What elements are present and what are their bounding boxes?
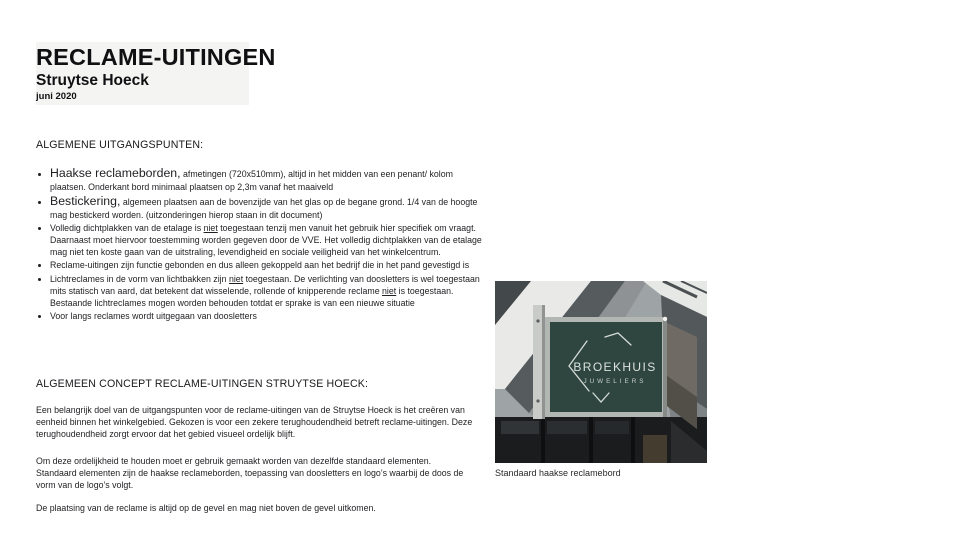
page-date: juni 2020 bbox=[36, 91, 77, 102]
bullet-text: Volledig dichtplakken van de etalage is bbox=[50, 223, 204, 234]
bullet-text: afmetingen (720x510mm), altijd in het midden van een penant/ kolom plaatsen. Onderkant bord minimaal plaatsen op 2,3m vanaf het maaiveld bbox=[50, 169, 453, 192]
uitgangspunten-list bbox=[36, 166, 488, 323]
sign-brand-text: BROEKHUIS bbox=[573, 360, 657, 374]
list-item bbox=[50, 194, 488, 221]
list-item bbox=[50, 259, 488, 271]
section-heading-algemeen-concept: ALGEMEEN CONCEPT RECLAME-UITINGEN STRUYTSE HOECK: bbox=[36, 378, 369, 390]
bullet-text: Voor langs reclames wordt uitgegaan van doosletters bbox=[50, 310, 257, 321]
sign-subtitle-text: JUWELIERS bbox=[583, 378, 647, 385]
underlined-word: niet bbox=[203, 223, 218, 234]
figure-caption: Standaard haakse reclamebord bbox=[495, 468, 621, 478]
concept-paragraph-3: De plaatsing van de reclame is altijd op de gevel en mag niet boven de gevel uitkomen. bbox=[36, 503, 376, 513]
bullet-text: Reclame-uitingen zijn functie gebonden en dus alleen gekoppeld aan het bedrijf die in het pand gevestigd is bbox=[50, 260, 470, 271]
sign-photo bbox=[495, 281, 707, 463]
bullet-text: algemeen plaatsen aan de bovenzijde van het glas op de begane grond. 1/4 van de hoogte mag bestickerd worden. (uitzonderingen hierop staan in dit document) bbox=[50, 197, 478, 221]
concept-paragraph-1: Een belangrijk doel van de uitgangspunten voor de reclame-uitingen van de Struytse Hoeck is het creëren van eenheid binnen het winkelgebied. Gekozen is voor een zekere terughoudendheid betreft reclame-uitingen. Deze terughoudendheid zorgt ervoor dat het gebied visueel ordelijk blijft. bbox=[36, 405, 473, 440]
title-block bbox=[36, 44, 276, 103]
list-item bbox=[50, 273, 488, 309]
bullet-lead: Bestickering, bbox=[50, 194, 121, 209]
bullet-text: toegestaan tenzij men vanuit het gebruik hier specifiek om vraagt. Daarnaast moet hiervoor toestemming worden gegeven door de VVE. Het volledig dichtplakken van de etalage mag niet ten koste gaan van de uitstraling, levendigheid en sociale veiligheid van het winkelcentrum. bbox=[50, 223, 482, 258]
bullet-lead: Haakse reclameborden, bbox=[50, 166, 181, 180]
figure-standaard-haakse-reclamebord bbox=[495, 281, 707, 479]
bullet-text: toegestaan. De verlichting van doosletters is wel toegestaan mits statisch van aard, dat betekent dat wisselende, rollende of knipperende reclame bbox=[50, 273, 480, 296]
list-item bbox=[50, 166, 488, 193]
page-subtitle: Struytse Hoeck bbox=[36, 72, 149, 89]
list-item bbox=[50, 310, 488, 322]
page-title: RECLAME-UITINGEN bbox=[36, 44, 276, 70]
concept-paragraph-2: Om deze ordelijkheid te houden moet er gebruik gemaakt worden van dezelfde standaard elementen. Standaard elementen zijn de haakse reclameborden, toepassing van doosletters en logo’s waarbij de doos de vorm van de logo’s volgt. bbox=[36, 456, 464, 491]
bullet-text: Lichtreclames in de vorm van lichtbakken zijn bbox=[50, 273, 229, 284]
list-item bbox=[50, 222, 488, 258]
underlined-word: niet bbox=[382, 285, 397, 296]
underlined-word: niet bbox=[228, 273, 244, 284]
bullet-text: is toegestaan. Bestaande lichtreclames mogen worden behouden totdat er sprake is van een nieuwe situatie bbox=[50, 285, 454, 308]
section-heading-algemene-uitgangspunten: ALGEMENE UITGANGSPUNTEN: bbox=[36, 139, 204, 151]
